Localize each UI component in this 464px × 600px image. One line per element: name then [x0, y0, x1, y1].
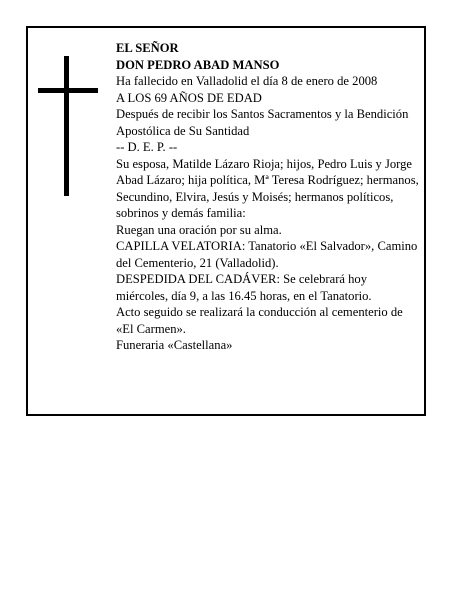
rip-line: -- D. E. P. --: [116, 140, 178, 154]
funeral-home-line: Funeraria «Castellana»: [116, 338, 233, 352]
prayer-line: Ruegan una oración por su alma.: [116, 222, 282, 237]
age-line: A LOS 69 AÑOS DE EDAD: [116, 90, 262, 105]
notice-text: [116, 40, 420, 354]
title-line-1: EL SEÑOR: [116, 41, 179, 55]
cross-vertical-bar: [64, 56, 69, 196]
obituary-notice: [26, 26, 426, 416]
family-line: Su esposa, Matilde Lázaro Rioja; hijos, Pedro Luis y Jorge Abad Lázaro; hija política, Mª Teresa Rodríguez; hermanos, Secundino, Elvira, Jesús y Moisés; hermanos políticos, sobrinos y demás familia:: [116, 156, 419, 220]
sacraments-line: Después de recibir los Santos Sacramentos y la Bendición Apostólica de Su Santidad: [116, 107, 409, 138]
chapel-line: CAPILLA VELATORIA: Tanatorio «El Salvador», Camino del Cementerio, 21 (Valladolid).: [116, 239, 418, 270]
title-line-2: DON PEDRO ABAD MANSO: [116, 57, 280, 72]
deceased-line: Ha fallecido en Valladolid el día 8 de enero de 2008: [116, 74, 378, 88]
cross-horizontal-bar: [38, 88, 98, 93]
cross-icon: [38, 56, 98, 196]
burial-line: Acto seguido se realizará la conducción al cementerio de «El Carmen».: [116, 305, 403, 336]
farewell-line: DESPEDIDA DEL CADÁVER: Se celebrará hoy miércoles, día 9, a las 16.45 horas, en el Tanatorio.: [116, 272, 372, 303]
